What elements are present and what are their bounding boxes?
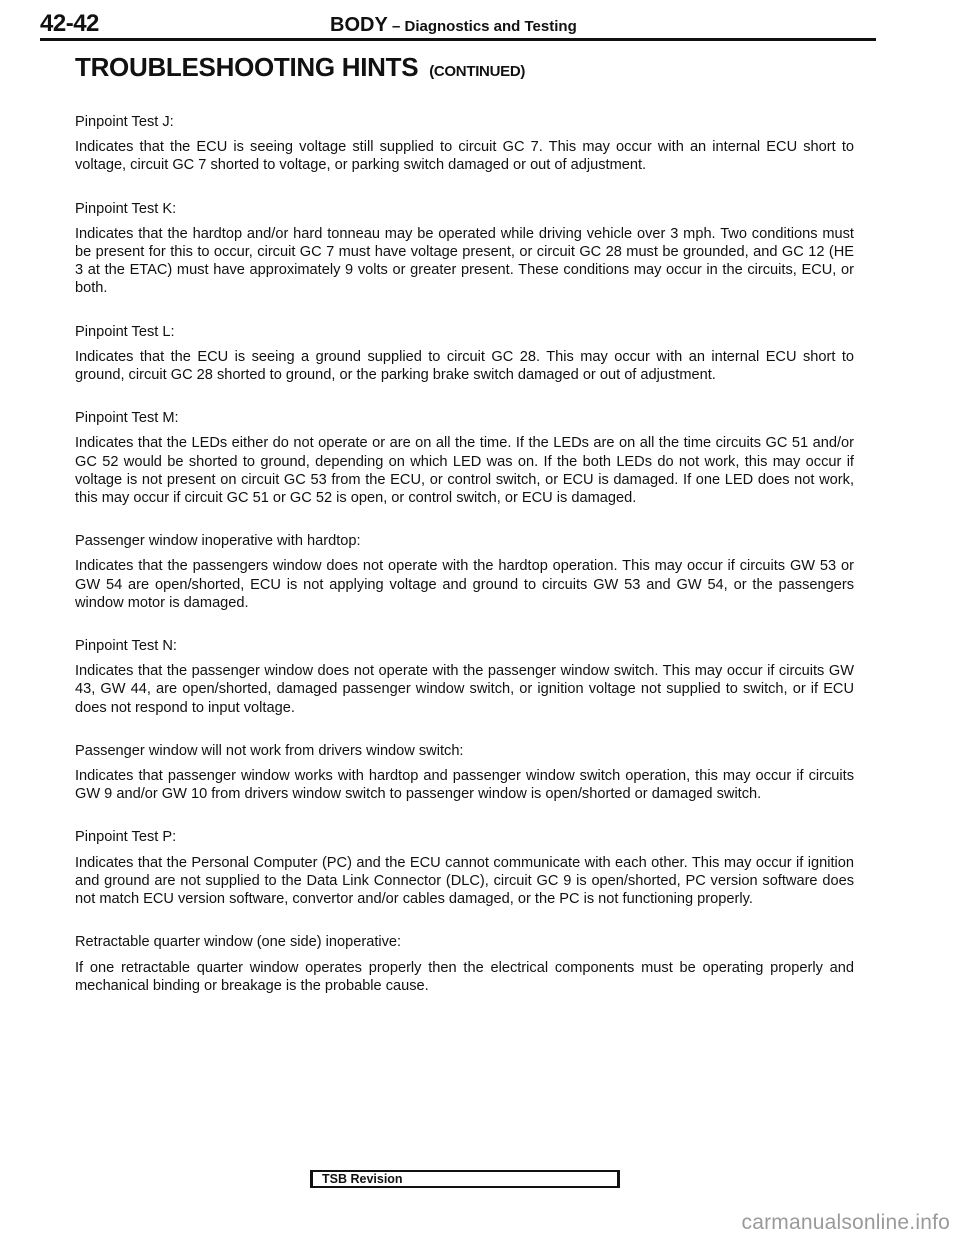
site-watermark: carmanualsonline.info (741, 1211, 950, 1234)
hint-block (75, 828, 854, 908)
page-number: 42-42 (40, 10, 99, 37)
hint-text: Indicates that the ECU is seeing a ground supplied to circuit GC 28. This may occur with an internal ECU short to ground, circuit GC 28 shorted to ground, or the parking brake switch damaged or out of adjustment. (75, 348, 854, 384)
hint-text: Indicates that passenger window works with hardtop and passenger window switch operation, this may occur if circuits GW 9 and/or GW 10 from drivers window switch to passenger window is open/shorted or damaged switch. (75, 768, 854, 803)
hint-heading: Passenger window inoperative with hardtop: (75, 533, 361, 550)
hint-text: Indicates that the hardtop and/or hard tonneau may be operated while driving vehicle over 3 mph. Two conditions must be present for this to occur, circuit GC 7 must have voltage present, or circuit GC 28 must be grounded, and GC 12 (HE 3 at the ETAC) must have approximately 9 volts or greater present. These conditions may occur in the circuits, ECU, or both. (75, 225, 854, 297)
hint-text: Indicates that the ECU is seeing voltage still supplied to circuit GC 7. This may occur with an internal ECU short to voltage, circuit GC 7 shorted to voltage, or parking switch damaged or out of adjustment. (75, 139, 854, 174)
hint-block (75, 200, 854, 298)
hint-block (75, 113, 854, 175)
hint-heading: Pinpoint Test P: (75, 829, 177, 846)
hint-block (75, 933, 854, 995)
hint-text: Indicates that the Personal Computer (PC) and the ECU cannot communicate with each other. This may occur if ignition and ground are not supplied to the Data Link Connector (DLC), circuit GC 9 is open/shorted, PC version software does not match ECU version software, convertor and/or cables damaged, or the PC is not functioning properly. (75, 854, 854, 908)
hint-heading: Retractable quarter window (one side) inoperative: (75, 934, 402, 951)
subsection-name: Diagnostics and Testing (404, 18, 577, 35)
section-name: BODY (330, 14, 388, 36)
hint-heading: Pinpoint Test K: (75, 200, 177, 217)
hint-block (75, 532, 854, 612)
hint-heading: Pinpoint Test N: (75, 638, 177, 655)
title-main: TROUBLESHOOTING HINTS (75, 52, 419, 82)
hint-block (75, 742, 854, 804)
content-body (75, 113, 854, 995)
hint-text: Indicates that the passenger window does not operate with the passenger window switch. This may occur if circuits GW 43, GW 44, are open/shorted, damaged passenger window switch, or ignition voltage not supplied to switch, or if ECU does not respond to input voltage. (75, 663, 854, 716)
hint-block (75, 637, 854, 717)
hint-heading: Pinpoint Test M: (75, 410, 179, 427)
hint-heading: Pinpoint Test L: (75, 323, 175, 340)
hint-text: Indicates that the passengers window does not operate with the hardtop operation. This may occur if circuits GW 53 or GW 54 are open/shorted, ECU is not applying voltage and ground to circuits GW 53 and GW 54, or the passengers window motor is damaged. (75, 558, 854, 611)
hint-heading: Passenger window will not work from drivers window switch: (75, 742, 464, 759)
hint-heading: Pinpoint Test J: (75, 114, 174, 130)
section-dash: – (387, 18, 405, 35)
hint-block (75, 409, 854, 507)
page-header (40, 8, 876, 41)
hint-block (75, 323, 854, 385)
title-suffix: (CONTINUED) (429, 63, 526, 80)
hint-text: If one retractable quarter window operates properly then the electrical components must be operating properly and mechanical binding or breakage is the probable cause. (75, 959, 854, 994)
hint-text: Indicates that the LEDs either do not operate or are on all the time. If the LEDs are on all the time circuits GC 51 and/or GC 52 would be shorted to ground, depending on which LED was on. If the both LEDs do not work, this may occur if voltage is not present on circuit GC 53 from the ECU, or control switch, or ECU is damaged. If one LED does not work, this may occur if circuit GC 51 or GC 52 is open, or control switch, or ECU is damaged. (75, 435, 854, 507)
page-title (75, 52, 525, 83)
tsb-revision-box (310, 1170, 620, 1188)
section-title (330, 14, 577, 37)
tsb-revision-label: TSB Revision (322, 1172, 403, 1186)
